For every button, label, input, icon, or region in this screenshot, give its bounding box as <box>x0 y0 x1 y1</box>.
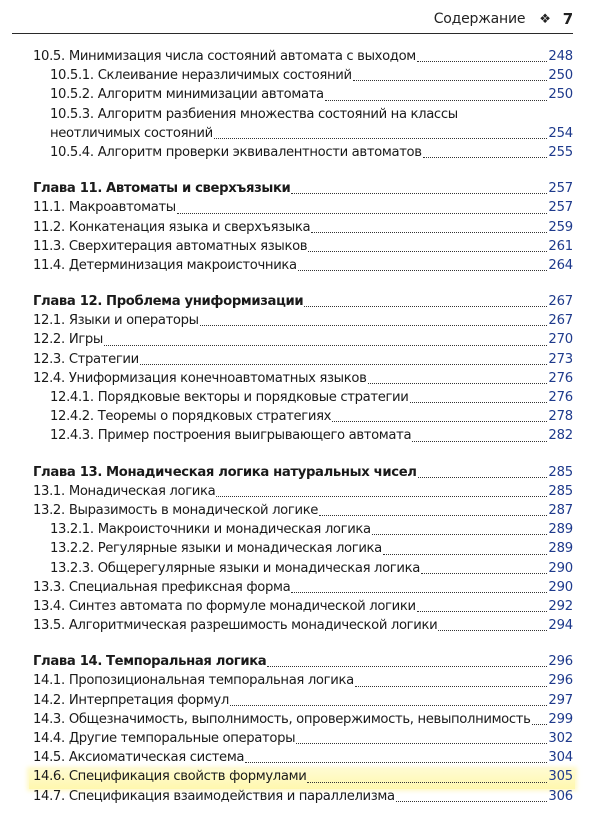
toc-entry[interactable] <box>33 618 573 637</box>
table-of-contents <box>33 49 573 808</box>
entry-title: Макроисточники и монадическая логика <box>97 522 371 538</box>
entry-number: 10.5.4. <box>50 144 94 160</box>
entry-page[interactable]: 264 <box>548 257 573 273</box>
toc-entry[interactable] <box>33 352 573 371</box>
toc-entry[interactable] <box>33 673 573 692</box>
entry-number: 13.2.3. <box>50 560 94 576</box>
toc-entry-highlighted[interactable] <box>29 769 575 788</box>
entry-page[interactable]: 276 <box>548 370 573 386</box>
dot-leader <box>267 666 547 667</box>
dot-leader <box>353 80 548 81</box>
dot-leader <box>245 762 547 763</box>
dot-leader <box>104 345 547 346</box>
running-head-title: Содержание <box>433 11 526 27</box>
entry-title: Алгоритм проверки эквивалентности автоматов <box>97 144 422 160</box>
entry-number: 13.5. <box>33 618 65 634</box>
toc-entry[interactable] <box>33 522 573 541</box>
entry-title: Алгоритм минимизации автомата <box>97 87 324 103</box>
entry-number: 10.5.3. <box>50 106 94 122</box>
dot-leader <box>319 515 547 516</box>
entry-number: 14.3. <box>33 711 65 727</box>
entry-title: Общезначимость, выполнимость, опровержимость, невыполнимость <box>68 711 531 727</box>
entry-page[interactable]: 306 <box>548 788 573 804</box>
dot-leader <box>298 270 548 271</box>
dot-leader <box>332 421 547 422</box>
toc-entry[interactable] <box>33 789 573 808</box>
toc-chapter[interactable] <box>33 654 573 673</box>
entry-number: 14.6. <box>33 769 65 785</box>
toc-entry[interactable] <box>33 561 573 580</box>
entry-number: 12.4.1. <box>50 390 94 405</box>
dot-leader <box>296 743 547 744</box>
entry-title: Монадическая логика <box>68 483 216 499</box>
entry-number: 10.5.2. <box>50 87 94 103</box>
entry-page[interactable]: 257 <box>548 181 573 197</box>
entry-page[interactable]: 289 <box>548 541 573 557</box>
entry-page[interactable]: 250 <box>548 68 573 84</box>
toc-entry[interactable] <box>33 712 573 731</box>
entry-title: Сверхитерация автоматных языков <box>68 238 308 254</box>
entry-number: 11.2. <box>33 219 65 235</box>
entry-page[interactable]: 270 <box>548 332 573 348</box>
entry-number: 14.7. <box>33 788 65 804</box>
entry-page[interactable]: 304 <box>548 750 573 766</box>
entry-page[interactable]: 267 <box>548 294 573 310</box>
toc-entry[interactable] <box>33 313 573 332</box>
entry-number: 13.2.1. <box>50 522 94 538</box>
toc-entry[interactable] <box>33 68 573 87</box>
entry-title: Детерминизация макроисточника <box>68 257 297 273</box>
entry-title: Конкатенация языка и сверхъязыка <box>68 219 311 235</box>
entry-title: Минимизация числа состояний автомата с выходом <box>68 49 416 64</box>
entry-title: Пропозициональная темпоральная логика <box>68 673 354 689</box>
entry-page[interactable]: 302 <box>548 731 573 746</box>
entry-title: Игры <box>68 332 103 348</box>
toc-entry[interactable] <box>33 599 573 618</box>
entry-page[interactable]: 273 <box>548 351 573 367</box>
dot-leader <box>291 592 547 593</box>
chapter-title: Проблема униформизации <box>106 294 304 310</box>
entry-title: Другие темпоральные операторы <box>68 731 296 746</box>
entry-title: Склеивание неразличимых состояний <box>97 68 352 84</box>
entry-page[interactable]: 294 <box>548 618 573 634</box>
dot-leader <box>418 477 548 478</box>
entry-page[interactable]: 248 <box>548 49 573 64</box>
toc-entry[interactable] <box>33 731 573 750</box>
toc-entry[interactable] <box>33 484 573 503</box>
entry-title: Макроавтоматы <box>68 200 176 216</box>
dot-leader <box>368 383 548 384</box>
toc-entry[interactable] <box>33 258 573 277</box>
entry-number: 12.3. <box>33 351 65 367</box>
entry-page[interactable]: 255 <box>548 144 573 160</box>
toc-entry[interactable] <box>33 541 573 560</box>
dot-leader <box>216 496 547 497</box>
toc-entry[interactable] <box>33 693 573 712</box>
dot-leader <box>421 573 547 574</box>
dot-leader <box>417 61 548 62</box>
entry-number: 12.1. <box>33 313 65 329</box>
toc-entry[interactable] <box>33 428 573 447</box>
entry-page[interactable]: 250 <box>548 87 573 103</box>
entry-number: 13.2. <box>33 502 65 518</box>
entry-page[interactable]: 261 <box>548 238 573 254</box>
entry-page[interactable]: 289 <box>548 522 573 538</box>
entry-page[interactable]: 259 <box>548 219 573 235</box>
entry-number: 12.4. <box>33 370 65 386</box>
dot-leader <box>140 364 548 365</box>
entry-title: Специальная префиксная форма <box>68 579 291 595</box>
entry-number: 11.1. <box>33 200 65 216</box>
entry-number: 12.4.3. <box>50 428 94 444</box>
toc-chapter[interactable] <box>33 465 573 484</box>
dot-leader <box>438 630 547 631</box>
dot-leader <box>214 138 548 139</box>
toc-entry[interactable] <box>33 49 573 68</box>
entry-title: Языки и операторы <box>68 313 199 329</box>
dot-leader <box>200 325 548 326</box>
entry-number: 13.4. <box>33 598 65 614</box>
chapter-title: Монадическая логика натуральных чисел <box>106 464 417 480</box>
toc-entry[interactable] <box>33 580 573 599</box>
entry-title: Общерегулярные языки и монадическая логика <box>97 560 420 576</box>
dot-leader <box>417 611 548 612</box>
entry-title: Алгоритмическая разрешимость монадической логики <box>68 618 438 634</box>
toc-entry[interactable] <box>33 220 573 239</box>
entry-page[interactable]: 267 <box>548 313 573 329</box>
dot-leader <box>311 232 547 233</box>
entry-number: 10.5.1. <box>50 68 94 84</box>
entry-number: 10.5. <box>33 49 65 64</box>
entry-title: Синтез автомата по формуле монадической логики <box>68 598 416 614</box>
dot-leader <box>396 801 548 802</box>
entry-page[interactable]: 290 <box>548 579 573 595</box>
entry-number: 14.5. <box>33 750 65 766</box>
chapter-title: Автоматы и сверхъязыки <box>106 181 291 197</box>
entry-number: 12.2. <box>33 332 65 348</box>
entry-page[interactable]: 296 <box>548 673 573 689</box>
toc-entry[interactable] <box>33 239 573 258</box>
entry-number: 11.3. <box>33 238 65 254</box>
entry-title: Униформизация конечноавтоматных языков <box>68 370 367 386</box>
entry-title: Спецификация взаимодействия и параллелизма <box>68 788 395 804</box>
entry-page[interactable]: 282 <box>548 428 573 444</box>
toc-entry[interactable] <box>33 107 573 126</box>
entry-page[interactable]: 254 <box>548 125 573 141</box>
entry-page[interactable]: 285 <box>548 464 573 480</box>
entry-title-line1: Алгоритм разбиения множества состояний на классы <box>97 106 458 122</box>
entry-number: 13.2.2. <box>50 541 94 557</box>
diamond-ornament-icon: ❖ <box>539 11 551 27</box>
entry-title: Стратегии <box>68 351 139 367</box>
chapter-number: Глава 13. <box>33 464 103 480</box>
toc-chapter[interactable] <box>33 181 573 200</box>
dot-leader <box>325 100 548 101</box>
entry-number: 11.4. <box>33 257 65 273</box>
toc-entry[interactable] <box>33 409 573 428</box>
entry-title: Выразимость в монадической логике <box>68 502 319 518</box>
toc-entry[interactable] <box>33 145 573 164</box>
entry-page[interactable]: 305 <box>548 769 573 785</box>
entry-title: Аксиоматическая система <box>68 750 245 766</box>
dot-leader <box>423 157 548 158</box>
dot-leader <box>308 251 547 252</box>
entry-title-line2: неотличимых состояний <box>50 125 213 141</box>
entry-title: Теоремы о порядковых стратегиях <box>97 409 332 425</box>
entry-number: 14.1. <box>33 673 65 689</box>
toc-entry[interactable] <box>33 750 573 769</box>
dot-leader <box>230 705 548 706</box>
entry-title: Регулярные языки и монадическая логика <box>97 541 382 557</box>
chapter-number: Глава 11. <box>33 181 103 197</box>
dot-leader <box>410 402 548 403</box>
toc-entry[interactable] <box>33 332 573 351</box>
dot-leader <box>177 213 548 214</box>
entry-page[interactable]: 290 <box>548 560 573 576</box>
toc-entry[interactable] <box>33 87 573 106</box>
running-head <box>12 0 573 34</box>
entry-number: 13.3. <box>33 579 65 595</box>
dot-leader <box>307 782 547 783</box>
dot-leader <box>355 686 548 687</box>
chapter-number: Глава 14. <box>33 654 103 670</box>
toc-chapter[interactable] <box>33 294 573 313</box>
entry-title: Порядковые векторы и порядковые стратегии <box>97 390 409 405</box>
entry-page[interactable]: 299 <box>548 711 573 727</box>
entry-title: Пример построения выигрывающего автомата <box>97 428 412 444</box>
dot-leader <box>412 441 547 442</box>
dot-leader <box>383 554 548 555</box>
entry-page[interactable]: 292 <box>548 598 573 614</box>
entry-page[interactable]: 257 <box>548 200 573 216</box>
page-number: 7 <box>562 10 573 28</box>
toc-entry-continuation[interactable] <box>33 126 573 145</box>
dot-leader <box>372 534 548 535</box>
dot-leader <box>304 306 547 307</box>
toc-entry[interactable] <box>33 390 573 409</box>
entry-page[interactable]: 278 <box>548 409 573 425</box>
entry-page[interactable]: 287 <box>548 502 573 518</box>
entry-number: 12.4.2. <box>50 409 94 425</box>
toc-entry[interactable] <box>33 371 573 390</box>
chapter-number: Глава 12. <box>33 294 103 310</box>
entry-page[interactable]: 297 <box>548 692 573 708</box>
toc-entry[interactable] <box>33 503 573 522</box>
toc-entry[interactable] <box>33 200 573 219</box>
entry-number: 13.1. <box>33 483 65 499</box>
chapter-title: Темпоральная логика <box>106 654 267 670</box>
dot-leader <box>291 193 547 194</box>
entry-title: Интерпретация формул <box>68 692 229 708</box>
entry-page[interactable]: 296 <box>548 654 573 670</box>
entry-page[interactable]: 276 <box>548 390 573 405</box>
running-head-content <box>434 10 573 28</box>
entry-title: Спецификация свойств формулами <box>68 769 307 785</box>
dot-leader <box>532 724 548 725</box>
entry-number: 14.2. <box>33 692 65 708</box>
entry-number: 14.4. <box>33 731 65 746</box>
entry-page[interactable]: 285 <box>548 483 573 499</box>
